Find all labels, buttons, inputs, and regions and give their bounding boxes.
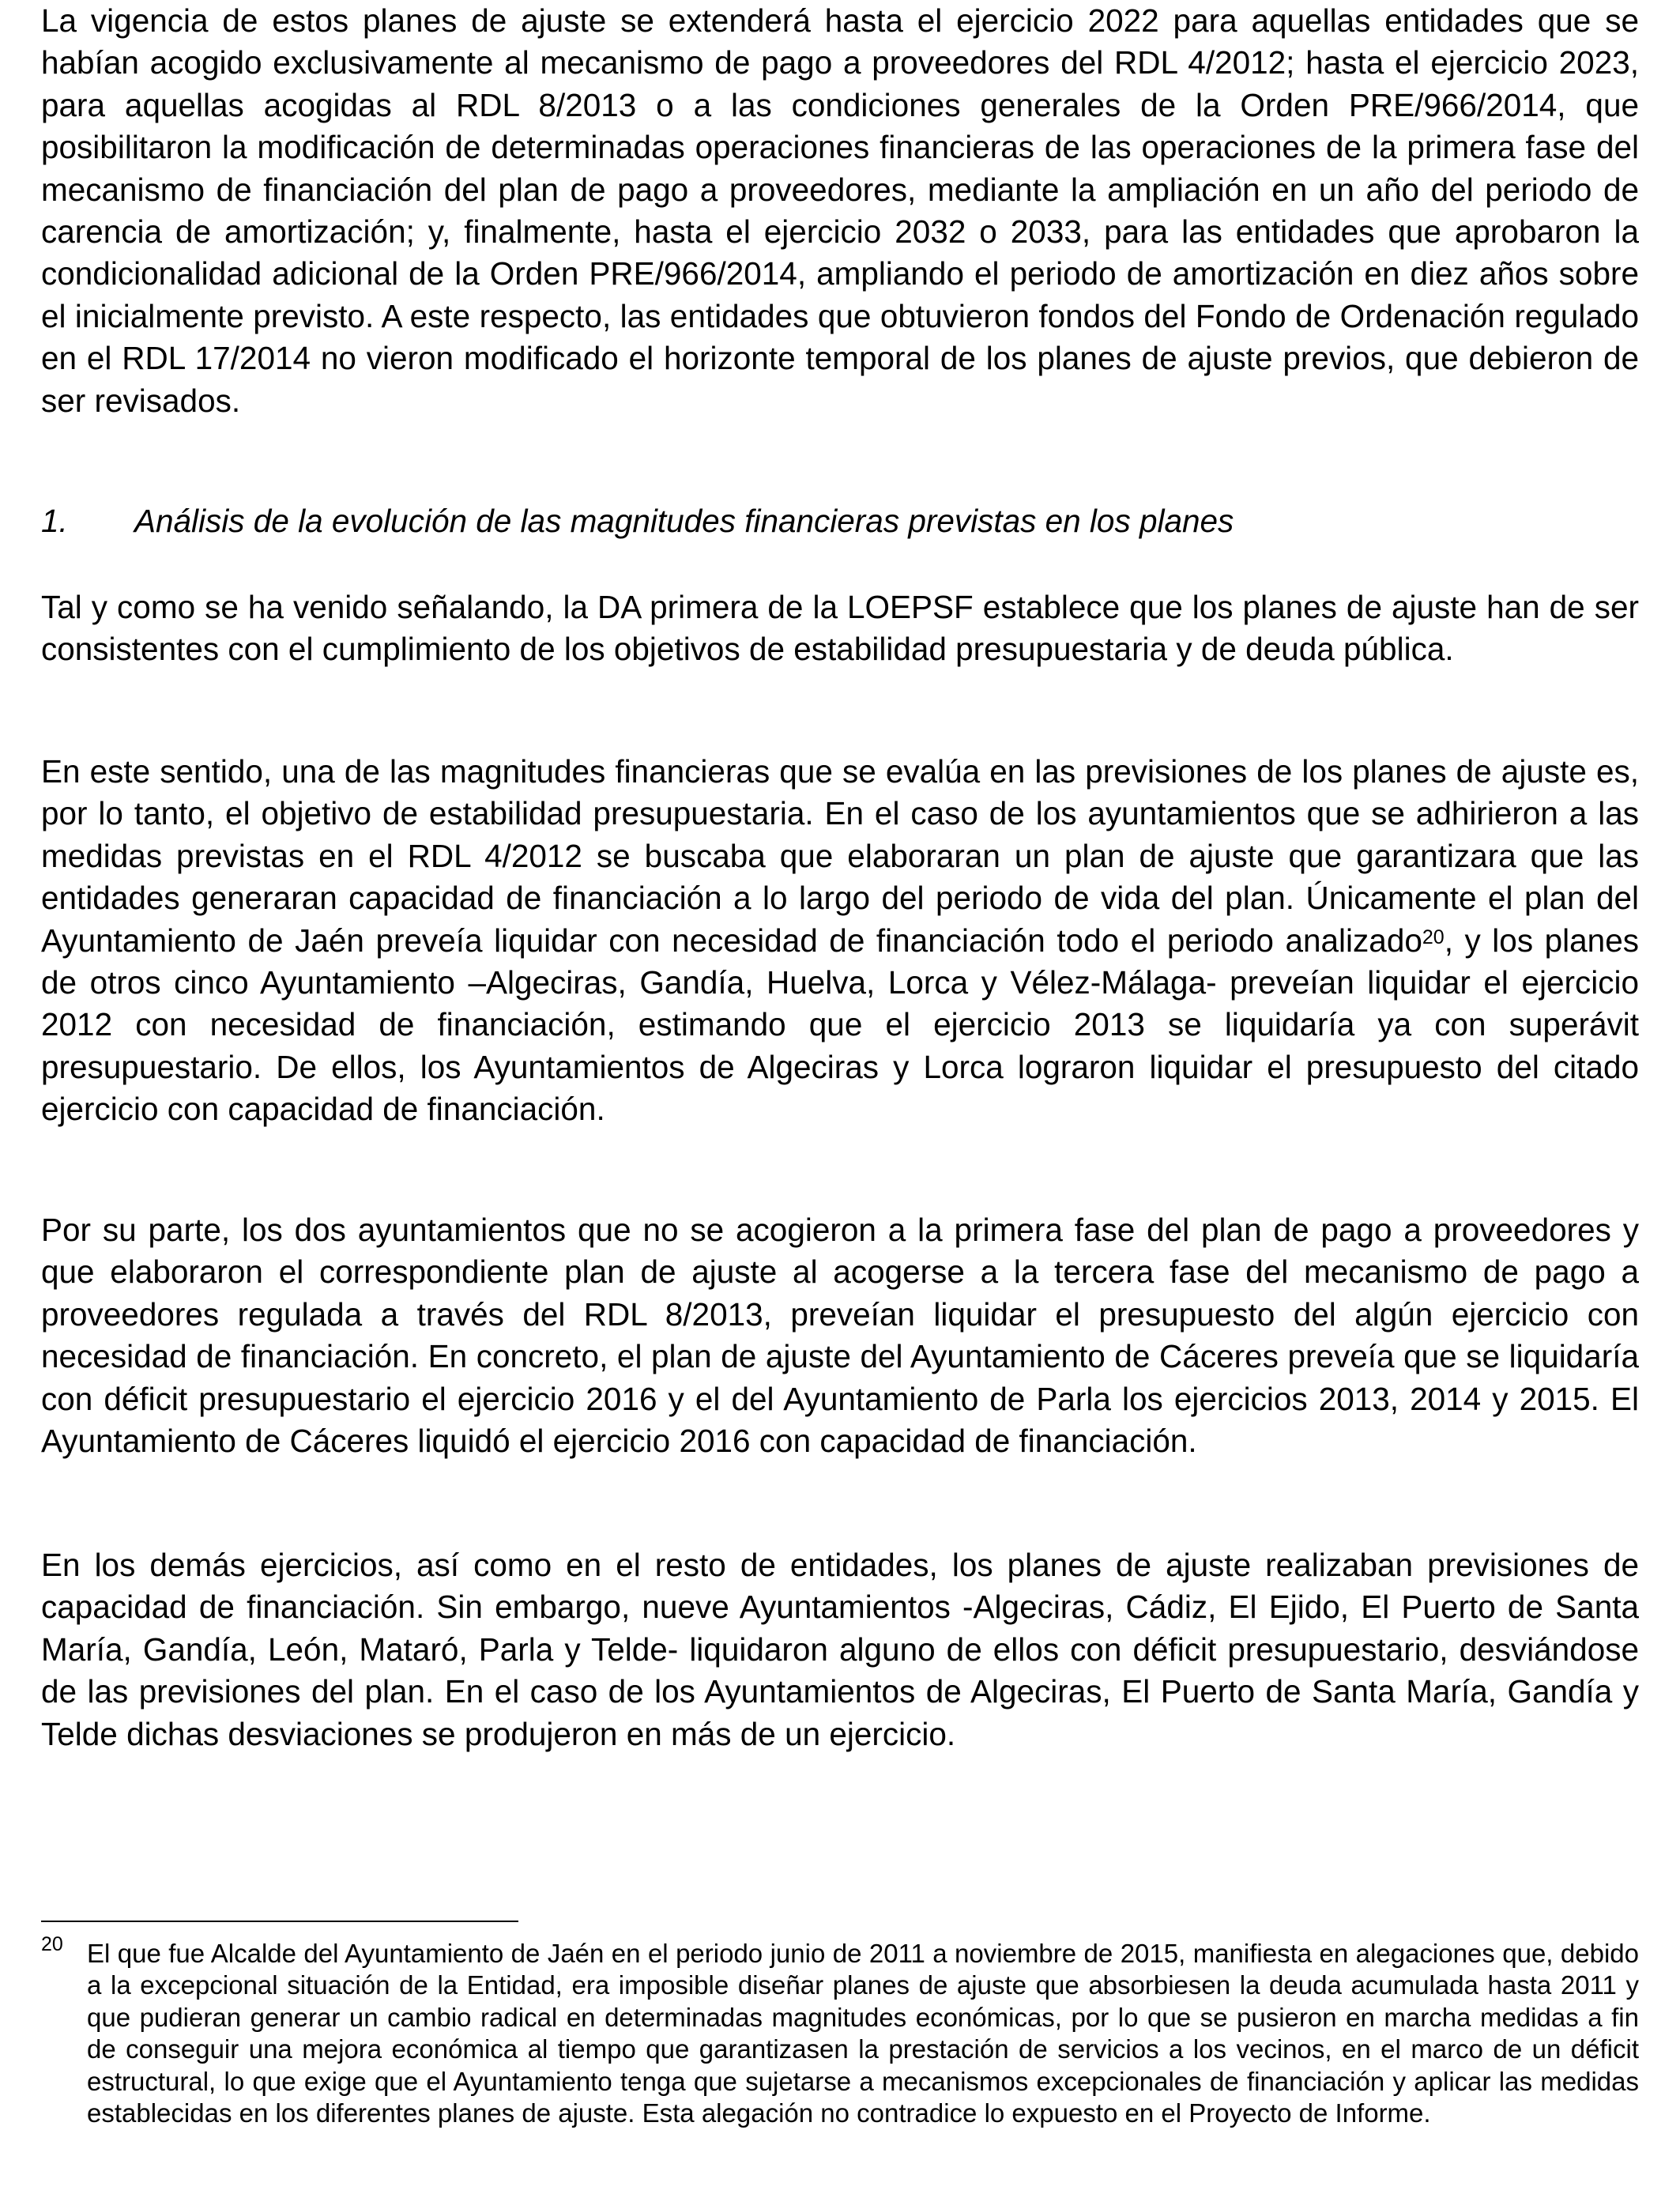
section-title: Análisis de la evolución de las magnitudes financieras previstas en los planes — [134, 503, 1234, 539]
paragraph-text-after-note: , y los planes de otros cinco Ayuntamiento –Algeciras, Gandía, Huelva, Lorca y Vélez-Málaga- preveían liquidar el ejercicio 2012 con necesidad de financiación, estimando que el ejercicio 2013 se liquidaría ya con superávit presupuestario. De ellos, los Ayuntamientos de Algeciras y Lorca lograron liquidar el presupuesto del citado ejercicio con capacidad de financiación. — [41, 922, 1639, 1128]
paragraph-stability-objective — [41, 751, 1639, 1131]
paragraph-other-exercises: En los demás ejercicios, así como en el resto de entidades, los planes de ajuste realizaban previsiones de capacidad de financiación. Sin embargo, nueve Ayuntamientos -Algeciras, Cádiz, El Ejido, El Puerto de Santa María, Gandía, León, Mataró, Parla y Telde- liquidaron alguno de ellos con déficit presupuestario, desviándose de las previsiones del plan. En el caso de los Ayuntamientos de Algeciras, El Puerto de Santa María, Gandía y Telde dichas desviaciones se produjeron en más de un ejercicio. — [41, 1547, 1639, 1752]
section-number: 1. — [41, 503, 68, 539]
paragraph-loepsf: Tal y como se ha venido señalando, la DA primera de la LOEPSF establece que los planes de ajuste han de ser consistentes con el cumplimiento de los objetivos de estabilidad presupuestaria y de deuda pública. — [41, 589, 1639, 668]
footnote — [41, 1933, 1639, 2129]
footnote-number: 20 — [41, 1933, 63, 1955]
section-heading — [41, 500, 1234, 542]
paragraph-third-phase: Por su parte, los dos ayuntamientos que no se acogieron a la primera fase del plan de pago a proveedores y que elaboraron el correspondiente plan de ajuste al acogerse a la tercera fase del mecanismo de pago a proveedores regulada a través del RDL 8/2013, preveían liquidar el presupuesto del algún ejercicio con necesidad de financiación. En concreto, el plan de ajuste del Ayuntamiento de Cáceres preveía que se liquidaría con déficit presupuestario el ejercicio 2016 y el del Ayuntamiento de Parla los ejercicios 2013, 2014 y 2015. El Ayuntamiento de Cáceres liquidó el ejercicio 2016 con capacidad de financiación. — [41, 1212, 1639, 1460]
footnote-separator — [41, 1921, 518, 1922]
paragraph-plan-validity: La vigencia de estos planes de ajuste se extenderá hasta el ejercicio 2022 para aquellas entidades que se habían acogido exclusivamente al mecanismo de pago a proveedores del RDL 4/2012; hasta el ejercicio 2023, para aquellas acogidas al RDL 8/2013 o a las condiciones generales de la Orden PRE/966/2014, que posibilitaron la modificación de determinadas operaciones financieras de las operaciones de la primera fase del mecanismo de financiación del plan de pago a proveedores, mediante la ampliación en un año del periodo de carencia de amortización; y, finalmente, hasta el ejercicio 2032 o 2033, para las entidades que aprobaron la condicionalidad adicional de la Orden PRE/966/2014, ampliando el periodo de amortización en diez años sobre el inicialmente previsto. A este respecto, las entidades que obtuvieron fondos del Fondo de Ordenación regulado en el RDL 17/2014 no vieron modificado el horizonte temporal de los planes de ajuste previos, que debieron de ser revisados. — [41, 2, 1639, 419]
footnote-text: El que fue Alcalde del Ayuntamiento de Jaén en el periodo junio de 2011 a noviembre de 2015, manifiesta en alegaciones que, debido a la excepcional situación de la Entidad, era imposible diseñar planes de ajuste que absorbiesen la deuda acumulada hasta 2011 y que pudieran generar un cambio radical en determinadas magnitudes económicas, por lo que se pusieron en marcha medidas a fin de conseguir una mejora económica al tiempo que garantizasen la prestación de servicios a los vecinos, en el marco de un déficit estructural, lo que exige que el Ayuntamiento tenga que sujetarse a mecanismos excepcionales de financiación y aplicar las medidas establecidas en los diferentes planes de ajuste. Esta alegación no contradice lo expuesto en el Proyecto de Informe. — [87, 1939, 1639, 2128]
footnote-reference[interactable]: 20 — [1422, 925, 1445, 948]
paragraph-text-before-note: En este sentido, una de las magnitudes financieras que se evalúa en las previsiones de los planes de ajuste es, por lo tanto, el objetivo de estabilidad presupuestaria. En el caso de los ayuntamientos que se adhirieron a las medidas previstas en el RDL 4/2012 se buscaba que elaboraran un plan de ajuste que garantizara que las entidades generaran capacidad de financiación a lo largo del periodo de vida del plan. Únicamente el plan del Ayuntamiento de Jaén preveía liquidar con necesidad de financiación todo el periodo analizado — [41, 753, 1639, 959]
